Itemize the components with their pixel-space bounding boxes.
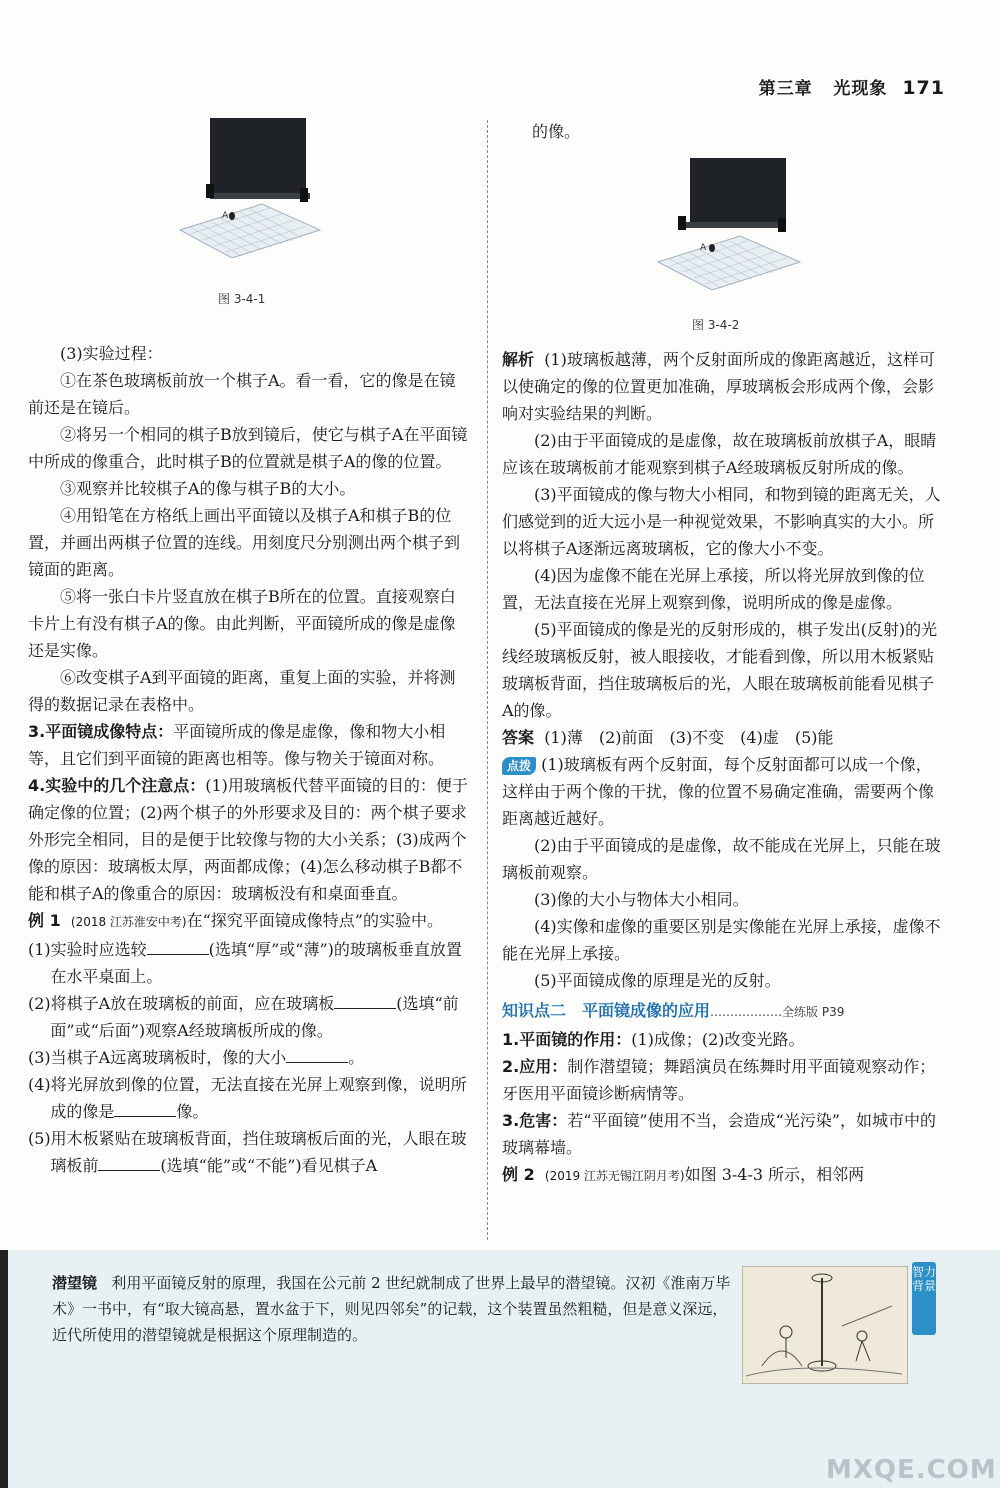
column-divider	[487, 120, 488, 1240]
periscope-text	[52, 1270, 732, 1348]
knowledge-point-dots: ………………	[710, 1005, 783, 1019]
chapter-title: 光现象	[833, 79, 888, 99]
app-3-label: 3.危害：	[502, 1111, 568, 1130]
analysis-2: (2)由于平面镜成的是虚像，故在玻璃板前放棋子A，眼睛应该在玻璃板前才能观察到棋子A经玻璃板反射所成的像。	[502, 431, 937, 477]
app-2	[502, 1053, 944, 1107]
page-number: 171	[902, 77, 945, 99]
right-column	[502, 346, 944, 1190]
figure-3-4-2-caption: 图 3-4-2	[692, 318, 740, 332]
app-3-text: 若“平面镜”使用不当，会造成“光污染”，如城市中的玻璃幕墙。	[502, 1111, 936, 1157]
step-1: ①在茶色玻璃板前放一个棋子A。看一看，它的像是在镜前还是在镜后。	[28, 371, 456, 417]
example-1-text: 在“探究平面镜成像特点”的实验中。	[186, 911, 443, 930]
example-1-source: (2018 江苏淮安中考)	[70, 915, 187, 929]
figure-3-4-2	[650, 150, 810, 290]
left-edge-strip	[0, 1250, 8, 1488]
example-1-label: 例 1	[28, 911, 61, 930]
periscope-title: 潜望镜	[52, 1274, 98, 1292]
left-column	[28, 340, 470, 1179]
question-2-text-b: (选填“前面”或“后面”)观察A经玻璃板所成的像。	[50, 994, 459, 1040]
figure-3-4-1	[170, 118, 330, 258]
tip-1-text: (1)玻璃板有两个反射面，每个反射面都可以成一个像，这样由于两个像的干扰，像的位置不易确定准确，需要两个像距离越近越好。	[502, 755, 935, 828]
chapter-label: 第三章	[758, 79, 813, 99]
tip-1	[502, 751, 944, 832]
background-tab: 智力背景	[912, 1262, 936, 1335]
example-2-text: 如图 3-4-3 所示，相邻两	[684, 1165, 865, 1184]
answer-text: (1)薄 (2)前面 (3)不变 (4)虚 (5)能	[544, 728, 834, 747]
question-1	[28, 936, 470, 990]
answer-blank-4[interactable]	[114, 1102, 176, 1117]
example-2-label: 例 2	[502, 1165, 535, 1184]
figure-2-label-a: A	[700, 243, 707, 253]
point-4-text: (1)用玻璃板代替平面镜的目的：便于确定像的位置；(2)两个棋子的外形要求及目的：两个棋子要求外形完全相同，目的是便于比较像与物的大小关系；(3)成两个像的原因：玻璃板太厚，两面都成像；(4)怎么移动棋子B都不能和棋子A的像重合的原因：玻璃板没有和桌面垂直。	[28, 776, 468, 903]
step-4: ④用铅笔在方格纸上画出平面镜以及棋子A和棋子B的位置，并画出两棋子位置的连线。用刻度尺分别测出两个棋子到镜面的距离。	[28, 506, 461, 579]
figure-3-4-1-caption: 图 3-4-1	[218, 292, 266, 306]
right-top-continuation	[532, 118, 832, 145]
example-2-source: (2019 江苏无锡江阴月考)	[544, 1169, 685, 1183]
question-2-text-a: (2)将棋子A放在玻璃板的前面，应在玻璃板	[28, 994, 335, 1013]
analysis-4: (4)因为虚像不能在光屏上承接，所以将光屏放到像的位置，无法直接在光屏上观察到像，说明所成的像是虚像。	[502, 566, 925, 612]
answer-blank-1[interactable]	[147, 940, 209, 955]
answer	[502, 724, 944, 751]
analysis-1-text: (1)玻璃板越薄，两个反射面所成的像距离越近，这样可以使确定的像的位置更加准确，厚玻璃板会形成两个像，会影响对实验结果的判断。	[502, 350, 935, 423]
point-4	[28, 772, 470, 907]
answer-blank-3[interactable]	[286, 1048, 348, 1063]
periscope-body: 利用平面镜反射的原理，我国在公元前 2 世纪就制成了世界上最早的潜望镜。汉初《淮南万毕术》一书中，有“取大镜高悬，置水盆于下，则见四邻矣”的记载，这个装置虽然粗糙，但是意义深远，近代所使用的潜望镜就是根据这个原理制造的。	[52, 1274, 731, 1344]
watermark: MXQE.COM	[826, 1455, 997, 1485]
app-2-text: 制作潜望镜；舞蹈演员在练舞时用平面镜观察动作；牙医用平面镜诊断病情等。	[502, 1057, 936, 1103]
knowledge-point-title: 知识点二 平面镜成像的应用	[502, 1001, 711, 1020]
example-2	[502, 1161, 944, 1190]
point-3-text: 平面镜所成的像是虚像，像和物大小相等，且它们到平面镜的距离也相等。像与物关于镜面对称。	[28, 722, 446, 768]
step-2: ②将另一个相同的棋子B放到镜后，使它与棋子A在平面镜中所成的像重合，此时棋子B的位置就是棋子A的像的位置。	[28, 425, 468, 471]
page-header	[759, 74, 945, 99]
question-5-text-b: (选填“能”或“不能”)看见棋子A	[160, 1156, 378, 1175]
knowledge-point-ref: 全练版 P39	[782, 1005, 845, 1019]
analysis-3: (3)平面镜成的像与物大小相同，和物到镜的距离无关，人们感觉到的近大远小是一种视觉效果，不影响真实的大小。所以将棋子A逐渐远离玻璃板，它的像大小不变。	[502, 485, 941, 558]
question-1-text-b: (选填“厚”或“薄”)的玻璃板垂直放置在水平桌面上。	[50, 940, 462, 986]
figure-1-label-a: A	[222, 211, 229, 221]
answer-blank-2[interactable]	[334, 994, 396, 1009]
question-5-text-a: (5)用木板紧贴在玻璃板背面，挡住玻璃板后面的光，人眼在玻璃板前	[28, 1129, 467, 1175]
background-knowledge-box	[0, 1250, 1000, 1488]
question-2	[28, 990, 470, 1044]
step-5: ⑤将一张白卡片竖直放在棋子B所在的位置。直接观察白卡片上有没有棋子A的像。由此判断，平面镜所成的像是虚像还是实像。	[28, 587, 456, 660]
app-1-label: 1.平面镜的作用：	[502, 1030, 632, 1049]
knowledge-point-2-heading	[502, 997, 944, 1026]
question-4-text-b: 像。	[176, 1102, 209, 1121]
tip-3: (3)像的大小与物体大小相同。	[534, 890, 749, 909]
tip-2: (2)由于平面镜成的是虚像，故不能成在光屏上，只能在玻璃板前观察。	[502, 836, 941, 882]
analysis-1	[502, 346, 944, 427]
question-3-text-a: (3)当棋子A远离玻璃板时，像的大小	[28, 1048, 287, 1067]
app-1	[502, 1026, 944, 1053]
experiment-process-heading: (3)实验过程：	[60, 344, 163, 363]
answer-blank-5[interactable]	[98, 1156, 160, 1171]
periscope-illustration	[742, 1266, 908, 1384]
step-3: ③观察并比较棋子A的像与棋子B的大小。	[60, 479, 356, 498]
example-1	[28, 907, 470, 936]
analysis-label: 解析	[502, 350, 535, 369]
step-6: ⑥改变棋子A到平面镜的距离，重复上面的实验，并将测得的数据记录在表格中。	[28, 668, 456, 714]
app-2-label: 2.应用：	[502, 1057, 568, 1076]
question-5	[28, 1125, 470, 1179]
question-1-text-a: (1)实验时应选较	[28, 940, 147, 959]
point-4-label: 4.实验中的几个注意点：	[28, 776, 206, 795]
question-4-text-a: (4)将光屏放到像的位置，无法直接在光屏上观察到像，说明所成的像是	[28, 1075, 467, 1121]
question-3	[28, 1044, 470, 1071]
question-4	[28, 1071, 470, 1125]
question-3-text-b: 。	[348, 1048, 365, 1067]
point-3-label: 3.平面镜成像特点：	[28, 722, 174, 741]
app-3	[502, 1107, 944, 1161]
continuation-text: 的像。	[532, 122, 581, 141]
point-3	[28, 718, 470, 772]
tip-4: (4)实像和虚像的重要区别是实像能在光屏上承接，虚像不能在光屏上承接。	[502, 917, 941, 963]
tip-5: (5)平面镜成像的原理是光的反射。	[534, 971, 781, 990]
tip-badge: 点拨	[502, 757, 536, 775]
app-1-text: (1)成像；(2)改变光路。	[631, 1030, 805, 1049]
analysis-5: (5)平面镜成的像是光的反射形成的，棋子发出(反射)的光线经玻璃板反射，被人眼接收，才能看到像，所以用木板紧贴玻璃板背面，挡住玻璃板后的光，人眼在玻璃板前能看见棋子A的像。	[502, 620, 938, 720]
answer-label: 答案	[502, 728, 535, 747]
